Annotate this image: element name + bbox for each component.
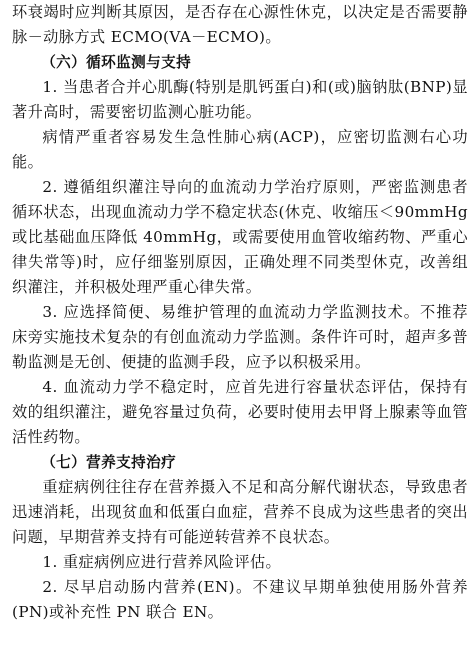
paragraph-enteral-nutrition: 2. 尽早启动肠内营养(EN)。不建议早期单独使用肠外营养(PN)或补充性 PN 联合 EN。 [12, 578, 468, 621]
paragraph-ecmo-continuation: 环衰竭时应判断其原因，是否存在心源性休克，以决定是否需要静脉－动脉方式 ECMO(VA－ECMO)。 [12, 3, 468, 46]
paragraph-monitoring-technique: 3. 应选择简便、易维护管理的血流动力学监测技术。不推荐床旁实施技术复杂的有创血流动力学监测。条件许可时，超声多普勒监测是无创、便捷的监测手段，应予以积极采用。 [12, 303, 468, 371]
paragraph-nutrition-intro: 重症病例往往存在营养摄入不足和高分解代谢状态，导致患者迅速消耗，出现贫血和低蛋白血症，营养不良成为这些患者的突出问题，早期营养支持有可能逆转营养不良状态。 [12, 478, 468, 546]
paragraph-acute-cor-pulmonale: 病情严重者容易发生急性肺心病(ACP)，应密切监测右心功能。 [12, 128, 468, 171]
paragraph-cardiac-enzymes: 1. 当患者合并心肌酶(特别是肌钙蛋白)和(或)脑钠肽(BNP)显著升高时，需要密切监测心脏功能。 [12, 78, 468, 121]
paragraph-hemodynamic-principle: 2. 遵循组织灌注导向的血流动力学治疗原则，严密监测患者循环状态，出现血流动力学不稳定状态(休克、收缩压＜90mmHg或比基础血压降低 40mmHg，或需要使用血管收缩药物、严重心律失常等)时，应仔细鉴别原因，正确处理不同类型休克，改善组织灌注，并积极处理严重心律失常。 [12, 178, 468, 296]
section-heading-nutrition: （七）营养支持治疗 [41, 454, 177, 471]
document-page [12, 0, 468, 625]
section-heading-circulation: （六）循环监测与支持 [41, 54, 192, 71]
paragraph-volume-assessment: 4. 血流动力学不稳定时，应首先进行容量状态评估，保持有效的组织灌注，避免容量过负荷，必要时使用去甲肾上腺素等血管活性药物。 [12, 378, 468, 446]
paragraph-nutrition-risk: 1. 重症病例应进行营养风险评估。 [42, 553, 282, 571]
